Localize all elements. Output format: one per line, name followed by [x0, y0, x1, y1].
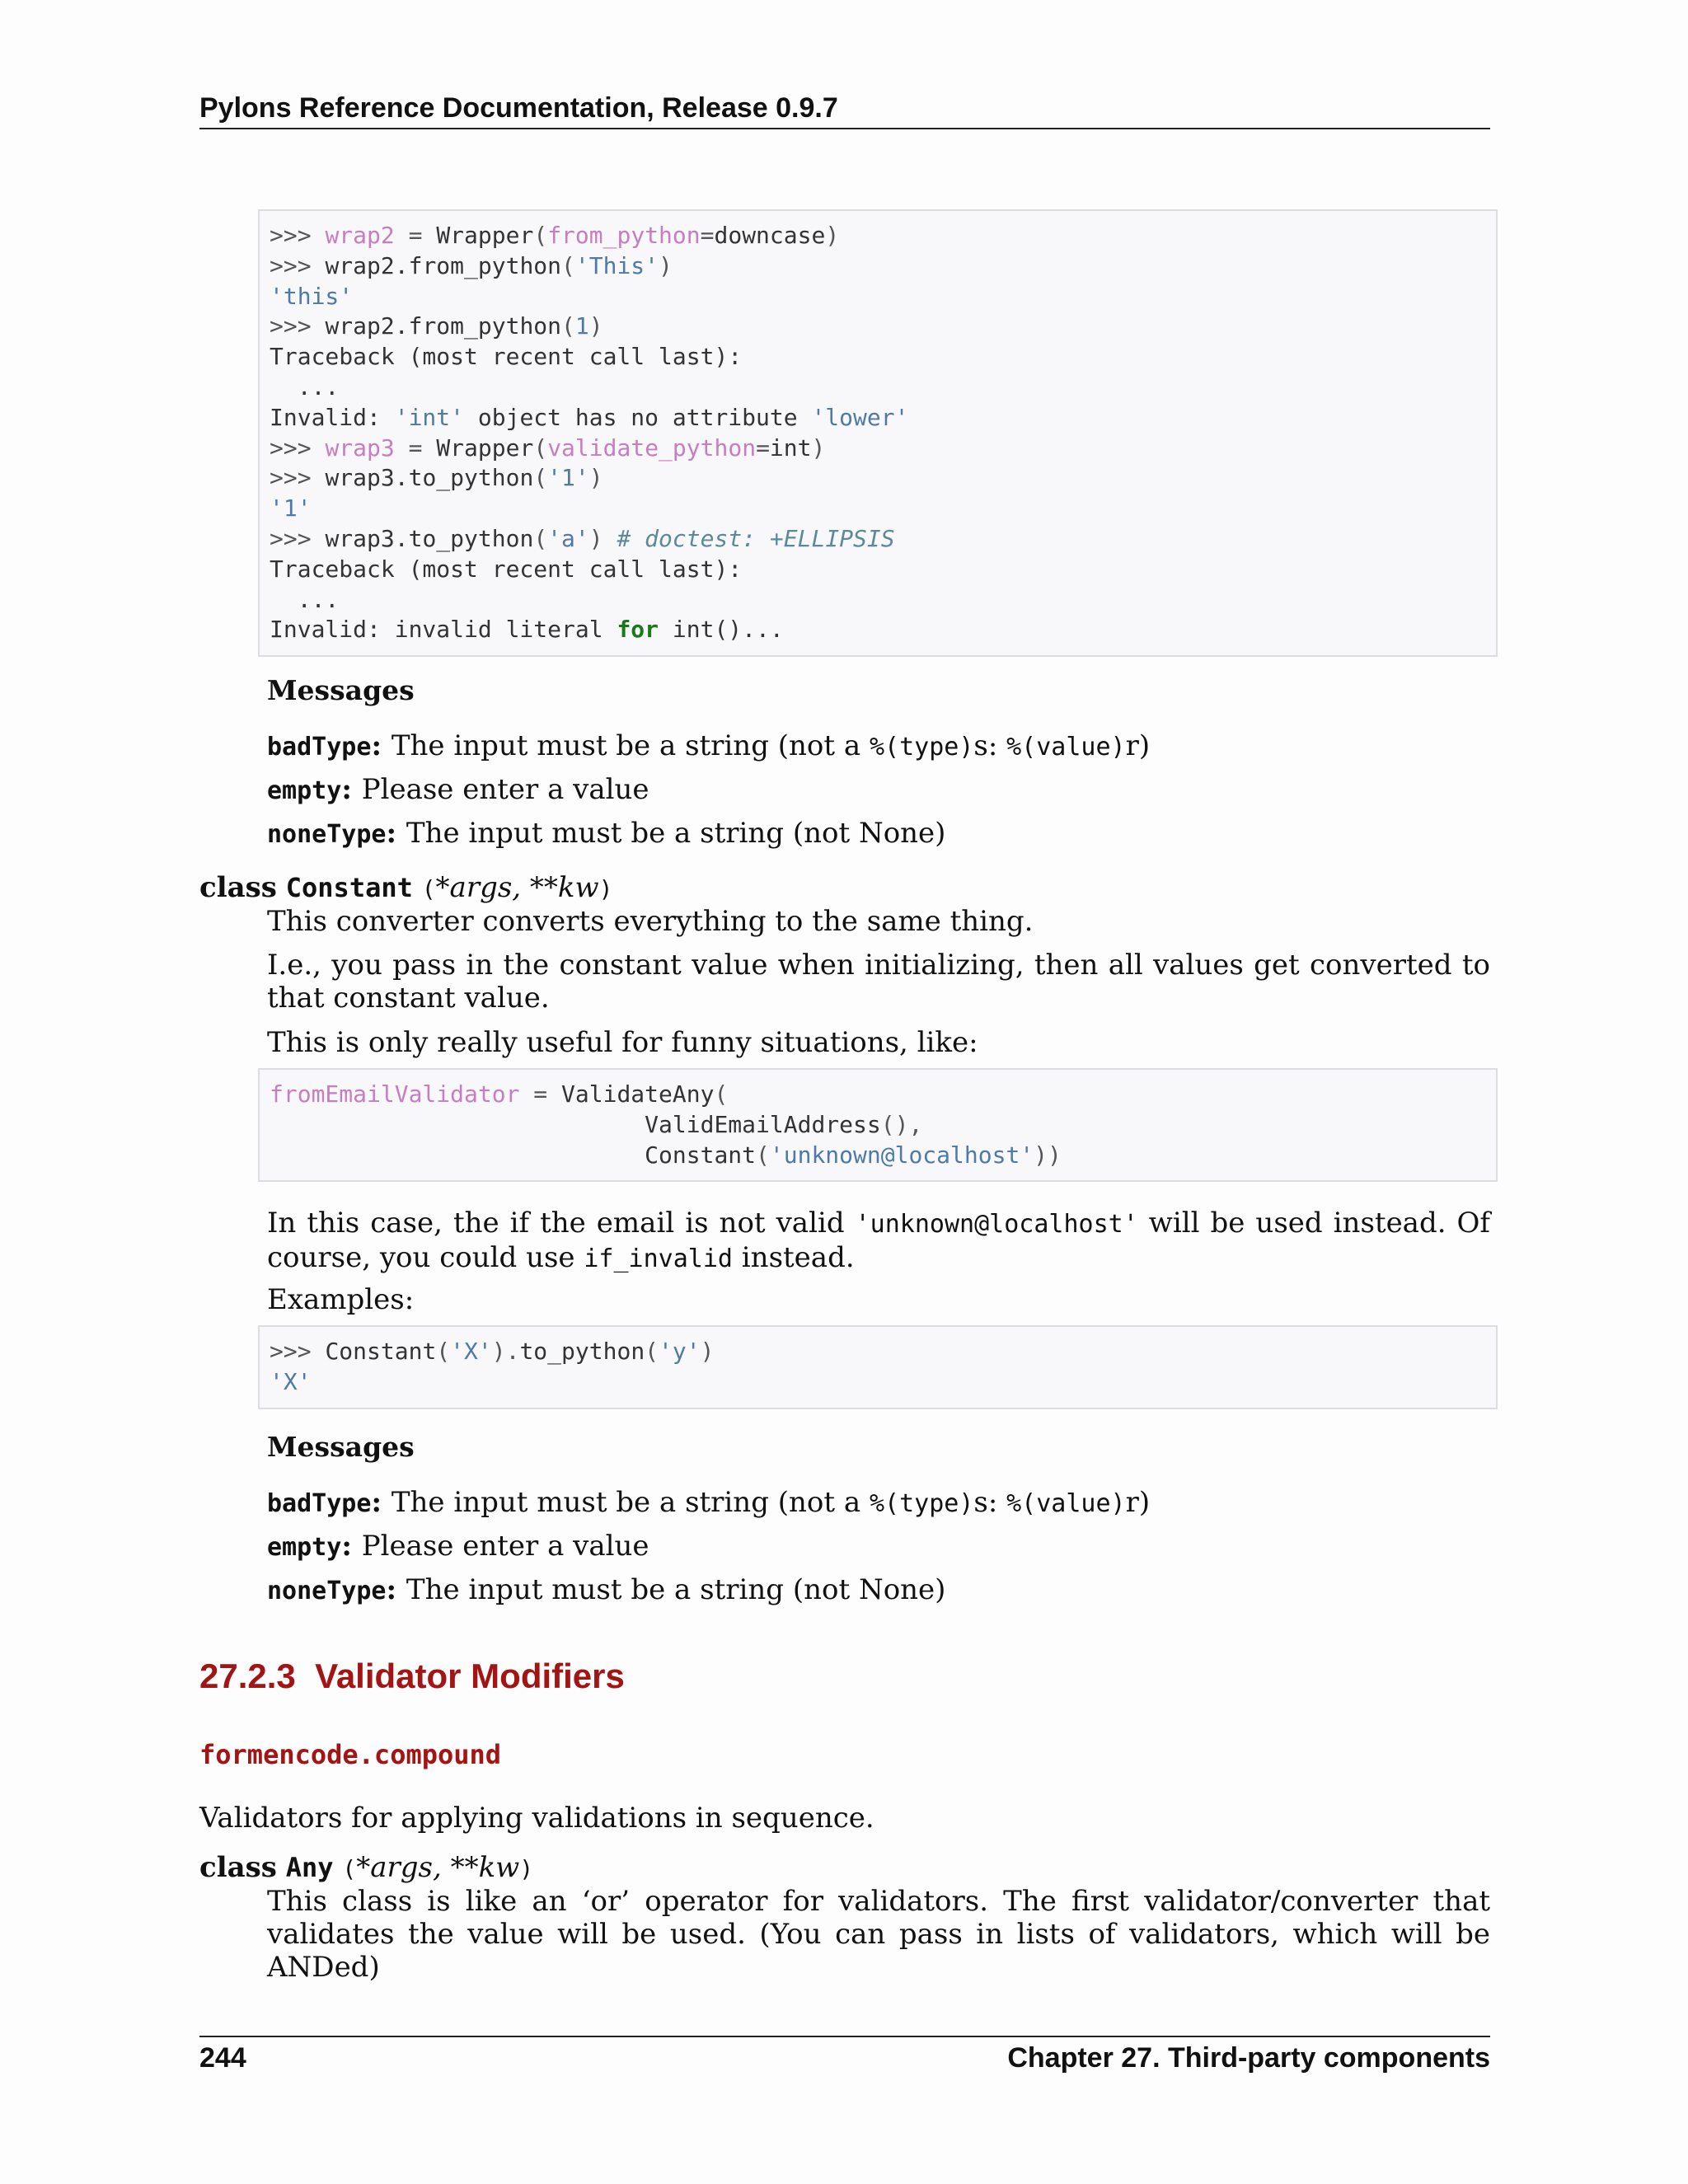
code-token: object has no attribute — [464, 403, 812, 431]
code-token: >>> — [270, 464, 326, 492]
code-token: 'a' — [547, 524, 589, 552]
code-token: wrap3 — [325, 434, 395, 462]
message-key: badType — [267, 733, 372, 762]
code-token: = — [394, 222, 437, 249]
code-line — [270, 342, 1486, 373]
code-line — [270, 1080, 1486, 1110]
code-token: >>> — [270, 312, 326, 340]
code-token: >>> — [270, 251, 326, 279]
page-header: Pylons Reference Documentation, Release 0.9.7 — [199, 92, 1490, 129]
code-token: ) — [811, 434, 826, 462]
message-code: %(type) — [869, 1489, 974, 1518]
code-token: >>> — [270, 524, 326, 552]
code-line — [270, 1337, 1486, 1367]
code-token: >>> — [270, 222, 326, 249]
code-token: wrap3.to_python — [325, 524, 534, 552]
constant-desc-1: This converter converts everything to the same thing. — [267, 905, 1034, 938]
code-token: int()... — [659, 616, 784, 644]
message-code: %(type) — [869, 733, 974, 762]
class-keyword: class — [199, 871, 277, 904]
message-text: The input must be a string (not None) — [406, 817, 946, 850]
code-token: Wrapper — [436, 222, 534, 249]
message-text: The input must be a string (not a — [391, 729, 870, 762]
code-token: )) — [1034, 1141, 1062, 1169]
page-number: 244 — [199, 2042, 246, 2074]
code-token: ) — [588, 524, 617, 552]
code-line — [270, 1110, 1486, 1141]
message-code: %(value) — [1006, 733, 1126, 762]
code-token: ( — [645, 1338, 659, 1365]
class-keyword: class — [199, 1851, 277, 1884]
code-token: Wrapper — [436, 434, 534, 462]
code-token: ) — [588, 464, 603, 492]
code-token: wrap3.to_python — [325, 464, 534, 492]
code-token: ) — [700, 1338, 715, 1365]
code-token: (), — [880, 1110, 923, 1138]
text-run: In this case, the if the email is not valid — [267, 1207, 856, 1240]
message-badtype: badType: The input must be a string (not a %(type)s: %(value)r) — [267, 729, 1151, 762]
message-empty: empty: Please enter a value — [267, 1530, 649, 1563]
code-token: ( — [561, 251, 575, 279]
code-token: for — [617, 616, 659, 644]
code-token: 1 — [574, 312, 589, 340]
code-token: ... — [270, 373, 340, 401]
code-token: ( — [756, 1141, 770, 1169]
code-token: = — [756, 434, 770, 462]
module-description: Validators for applying validations in sequence. — [199, 1802, 874, 1835]
messages-heading: Messages — [267, 674, 415, 706]
code-token: 'int' — [394, 403, 465, 431]
message-empty: empty: Please enter a value — [267, 773, 649, 806]
code-token: 'unknown@localhost' — [769, 1141, 1034, 1169]
constant-desc-3: This is only really useful for funny situations, like: — [267, 1026, 978, 1059]
code-line — [270, 312, 1486, 342]
code-token: Invalid: invalid literal — [270, 616, 617, 644]
code-line — [270, 555, 1486, 585]
code-line — [270, 494, 1486, 524]
message-text: r) — [1125, 1486, 1151, 1519]
code-token: = — [394, 434, 437, 462]
message-code: %(value) — [1006, 1489, 1126, 1518]
code-token: int — [769, 434, 812, 462]
code-line — [270, 434, 1486, 464]
message-badtype: badType: The input must be a string (not a %(type)s: %(value)r) — [267, 1486, 1151, 1519]
code-line — [270, 221, 1486, 251]
constant-desc-2: I.e., you pass in the constant value when initializing, then all values get converted to that constant value. — [267, 949, 1490, 1015]
code-block-constant-usage — [258, 1068, 1498, 1182]
message-key: empty — [267, 1533, 342, 1562]
module-heading: formencode.compound — [199, 1739, 502, 1770]
code-token: Constant — [325, 1338, 437, 1365]
code-token: = — [519, 1080, 562, 1108]
code-token: ValidEmailAddress — [270, 1110, 881, 1138]
section-number: 27.2.3 — [199, 1657, 296, 1695]
code-token: ValidateAny — [561, 1080, 715, 1108]
code-token: 'y' — [659, 1338, 701, 1365]
message-nonetype: noneType: The input must be a string (not None) — [267, 1573, 946, 1606]
code-block-constant-example — [258, 1325, 1498, 1409]
code-token: >>> — [270, 434, 326, 462]
code-line — [270, 585, 1486, 616]
class-name: Any — [285, 1852, 334, 1883]
code-token: ( — [714, 1080, 729, 1108]
message-key: noneType — [267, 1577, 387, 1605]
code-token: = — [700, 222, 715, 249]
code-token: to_python — [519, 1338, 645, 1365]
code-token: ) — [659, 251, 673, 279]
code-token: >>> — [270, 1338, 326, 1365]
class-any-signature: class Any (*args, **kw) — [199, 1851, 534, 1884]
code-token: wrap2.from_python — [325, 312, 562, 340]
code-line — [270, 251, 1486, 282]
code-token: downcase — [714, 222, 826, 249]
code-line — [270, 615, 1486, 645]
code-token: '1' — [547, 464, 589, 492]
code-token: ... — [270, 585, 340, 613]
message-text: s: — [973, 1486, 1007, 1519]
code-token: ) — [588, 312, 603, 340]
code-token: Traceback (most recent call last): — [270, 555, 743, 583]
code-token: 'X' — [450, 1338, 492, 1365]
code-token: ( — [436, 1338, 451, 1365]
constant-after-text — [267, 1207, 1490, 1276]
code-line — [270, 524, 1486, 555]
chapter-title: Chapter 27. Third-party components — [1007, 2042, 1490, 2074]
code-token: 'lower' — [811, 403, 909, 431]
code-line — [270, 1141, 1486, 1171]
message-key: badType — [267, 1489, 372, 1518]
code-token: Constant — [270, 1141, 757, 1169]
class-args: *args, **kw — [435, 871, 599, 904]
message-key: empty — [267, 776, 342, 805]
code-token: Traceback (most recent call last): — [270, 343, 743, 371]
code-token: validate_python — [547, 434, 757, 462]
message-text: Please enter a value — [361, 1530, 649, 1563]
code-token: wrap2.from_python — [325, 251, 562, 279]
class-args: *args, **kw — [356, 1851, 520, 1884]
examples-label: Examples: — [267, 1283, 415, 1316]
message-text: The input must be a string (not None) — [406, 1573, 946, 1606]
code-token: ) — [825, 222, 840, 249]
section-title: Validator Modifiers — [315, 1657, 625, 1695]
messages-heading: Messages — [267, 1431, 415, 1463]
code-token: ( — [561, 312, 575, 340]
message-key: noneType — [267, 820, 387, 849]
code-line — [270, 463, 1486, 494]
code-token: fromEmailValidator — [270, 1080, 520, 1108]
code-token: # doctest: +ELLIPSIS — [617, 524, 895, 552]
code-token: ( — [533, 434, 548, 462]
code-token: ( — [533, 524, 548, 552]
message-text: s: — [973, 729, 1007, 762]
footer-rule — [199, 2036, 1490, 2037]
code-token: ( — [533, 464, 548, 492]
section-heading — [199, 1657, 625, 1696]
code-token: 'This' — [574, 251, 659, 279]
text-run: will be used instead. Of course, you could use — [267, 1207, 1491, 1274]
code-token: from_python — [547, 222, 701, 249]
code-token: ( — [533, 222, 548, 249]
inline-code: 'unknown@localhost' — [855, 1210, 1138, 1239]
message-text: r) — [1125, 729, 1151, 762]
class-constant-signature: class Constant (*args, **kw) — [199, 871, 613, 904]
class-name: Constant — [285, 872, 413, 903]
code-block-wrapper-examples — [258, 209, 1498, 657]
message-text: The input must be a string (not a — [391, 1486, 870, 1519]
code-token: ). — [491, 1338, 520, 1365]
code-line — [270, 282, 1486, 312]
code-line — [270, 1367, 1486, 1398]
class-any-description: This class is like an ‘or’ operator for validators. The first validator/converter that validates the value will be used. (You can pass in lists of validators, which will be ANDed) — [267, 1885, 1490, 1984]
message-text: Please enter a value — [361, 773, 649, 806]
code-token: 'this' — [270, 282, 354, 310]
code-line — [270, 403, 1486, 434]
code-token: wrap2 — [325, 222, 395, 249]
text-run: instead. — [732, 1241, 855, 1274]
code-token: '1' — [270, 494, 312, 523]
code-token: 'X' — [270, 1367, 312, 1395]
code-token: Invalid: — [270, 403, 395, 431]
code-line — [270, 373, 1486, 403]
inline-code: if_invalid — [584, 1244, 733, 1273]
message-nonetype: noneType: The input must be a string (not None) — [267, 817, 946, 850]
